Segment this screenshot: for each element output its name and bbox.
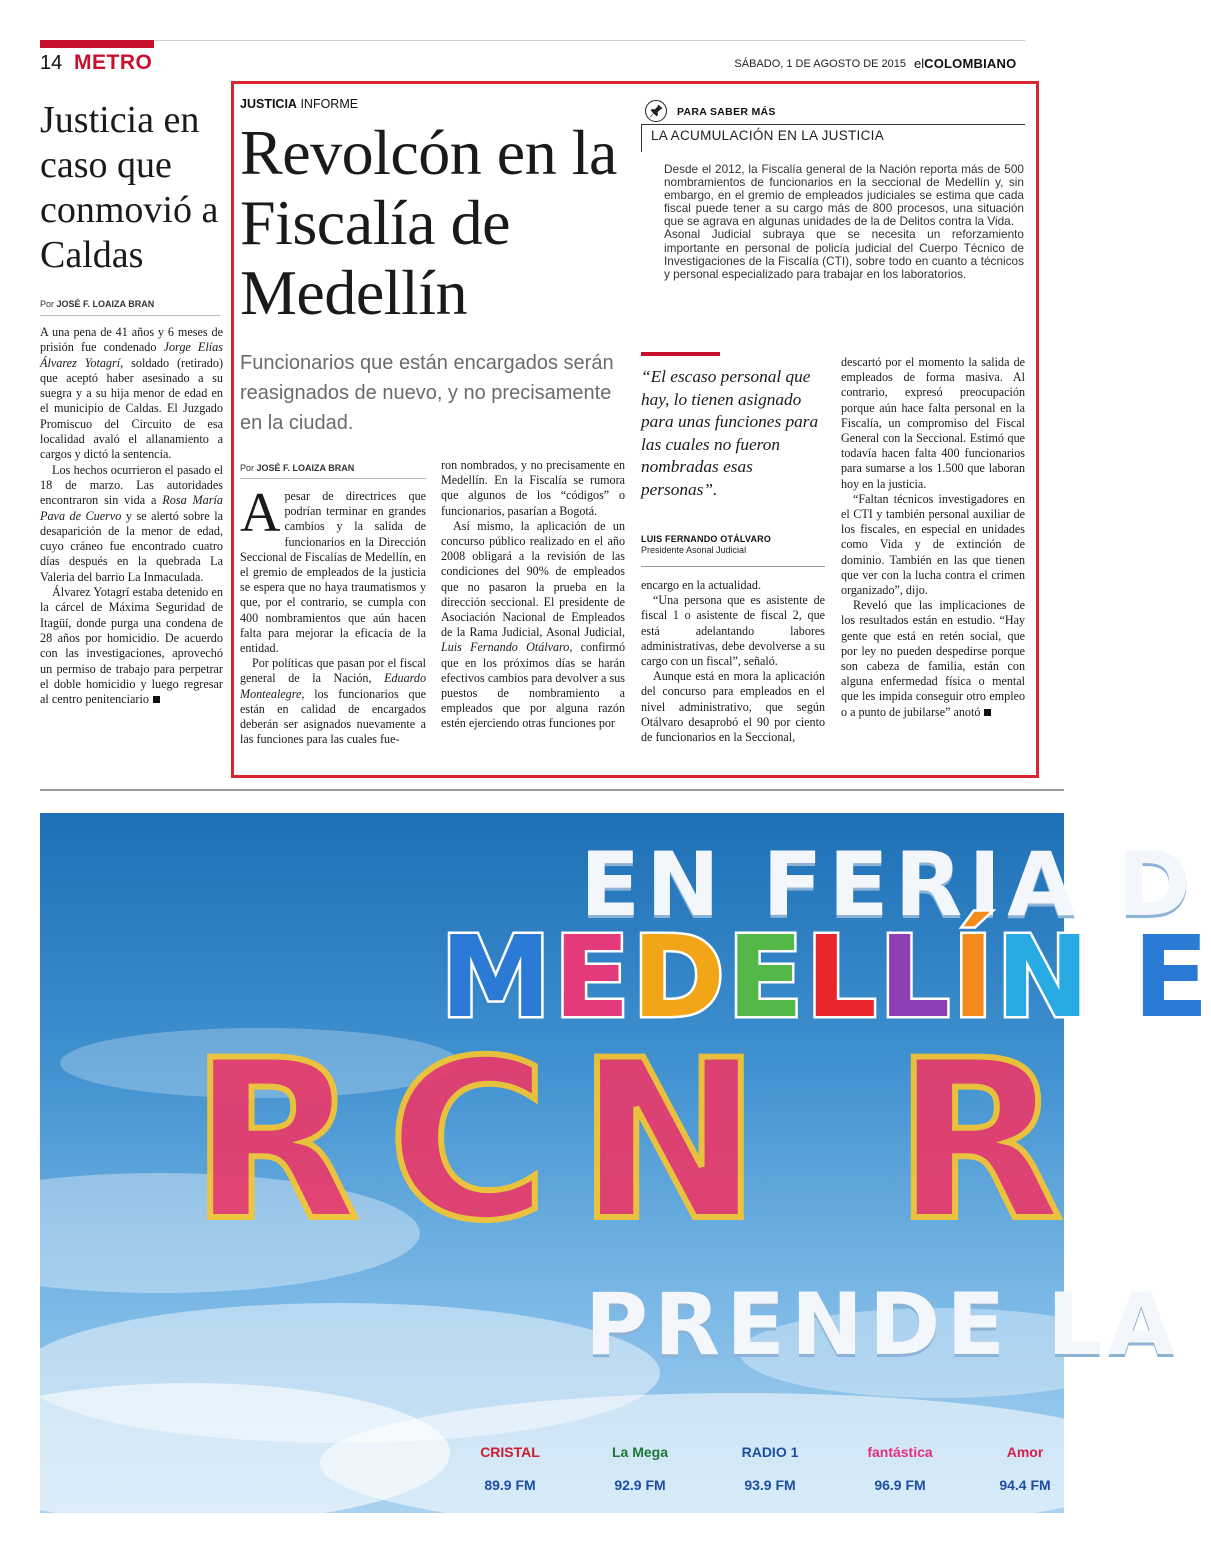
left-story-byline: Por JOSÉ F. LOAIZA BRAN [40, 299, 155, 309]
station-logo-text: RADIO 1 [741, 1444, 799, 1460]
ad-headline-line-1: EN FERIA D [580, 833, 1197, 936]
article-paragraph: Por políticas que pasan por el fiscal general de la Nación, Eduardo Montealegre, los funcionarios que están en calidad de encargados deberán ser asignados nuevamente a las funciones para las cuales fue- [240, 656, 426, 747]
story-deck: Funcionarios que están encargados serán reasignados de nuevo, y no precisamente en la ciudad. [240, 352, 614, 434]
left-paragraph-3: Álvarez Yotagrí estaba detenido en la cárcel de Máxima Seguridad de Itagüí, donde purga una condena de 28 años por homicidio. De acuerdo con las investigaciones, aprovechó un permiso de trabajo para perpetrar el doble homicidio y luego regresar al centro penitenciario [40, 585, 223, 707]
main-story-byline: Por JOSÉ F. LOAIZA BRAN [240, 463, 355, 473]
publication-date: SÁBADO, 1 DE AGOSTO DE 2015 [734, 58, 906, 70]
sidebar-paragraph: Asonal Judicial subraya que se necesita un reforzamiento importante en personal de policía judicial del Cuerpo Técnico de Investigaciones de la Fiscalía (CTI), sobre todo en cuanto a técnicos y personal especializado para trabajar en los laboratorios. [664, 227, 1024, 281]
article-column-3 [641, 578, 825, 745]
radio-station-logo [705, 1433, 835, 1493]
left-story-headline: Justicia en caso que conmovió a Caldas [40, 99, 219, 276]
section-color-bar [40, 40, 154, 48]
story-kicker: JUSTICIA INFORME [240, 97, 359, 111]
station-frequency: 92.9 FM [614, 1477, 666, 1493]
pull-quote-rule [641, 566, 825, 567]
station-logo-text: La Mega [611, 1444, 668, 1460]
ad-separator [40, 789, 1064, 791]
sidebar-rule [641, 124, 1025, 125]
pull-quote-rule [641, 352, 720, 356]
ad-letter: D [631, 913, 727, 1043]
station-logo-text: CRISTAL [480, 1444, 540, 1460]
pull-quote-text: “El escaso personal que hay, lo tienen asignado para unas funciones para las cuales no fueron nombradas esas personas”. [641, 367, 819, 499]
ad-letter: E [553, 913, 632, 1043]
left-story-body [40, 325, 223, 707]
station-frequency: 94.4 FM [999, 1477, 1051, 1493]
left-paragraph-1: A una pena de 41 años y 6 meses de prisión fue condenado Jorge Elías Álvarez Yotagrí, soldado (retirado) que aceptó haber asesinado a su suegra y a su hija menor de edad en el municipio de Caldas. El Juzgado Promiscuo del Circuito de esa localidad avaló el allanamiento a cargos y dictó la sentencia. [40, 325, 223, 462]
article-paragraph: “Una persona que es asistente de fiscal 1 o asistente de fiscal 2, que está adelantando labores administrativas, debe devolverse a su cargo con un fiscal”, señaló. [641, 593, 825, 669]
byline-rule [240, 478, 426, 479]
station-frequency: 93.9 FM [744, 1477, 796, 1493]
article-paragraph: descartó por el momento la salida de empleados de forma masiva. Al contrario, expresó preocupación porque aún hace falta personal en la Fiscalía, un compromiso del Fiscal General con la Seccional. Estimó que todavía hacen falta 400 funcionarios para sumarse a los 1.500 que laboran hoy en la justicia. [841, 355, 1025, 491]
sidebar-body [664, 163, 1024, 281]
pull-quote-attribution: LUIS FERNANDO OTÁLVARO [641, 534, 772, 544]
radio-station-logo [575, 1433, 705, 1493]
ad-letter [1092, 913, 1133, 1043]
article-paragraph: Así mismo, la aplicación de un concurso público realizado en el año 2008 obligará a la revisión de las condiciones del 90% de empleados que no pasaron la prueba en la dirección seccional. El presidente de Asociación Nacional de Empleados de la Rama Judicial, Asonal Judicial, Luis Fernando Otálvaro, confirmó que en los próximos días se harán efectivos cambios para devolver a sus puestos de nombramiento a empleados que por alguna razón estén ejerciendo otras funciones por [441, 518, 625, 731]
article-column-2 [441, 458, 625, 732]
end-of-story-mark [984, 709, 991, 716]
ad-letter: Í [952, 913, 996, 1043]
article-paragraph: encargo en la actualidad. [641, 578, 761, 592]
ad-letter: L [878, 913, 953, 1043]
left-paragraph-2: Los hechos ocurrieron el pasado el 18 de marzo. Las autoridades encontraron sin vida a Rosa María Pava de Cuervo y se alertó sobre la desaparición de la menor de edad, cuyo cráneo fue encontrado cuatro días después en la quebrada La Valeria del barrio La Inmaculada. [40, 462, 223, 584]
article-column-1 [240, 482, 426, 747]
section-name: METRO [74, 51, 153, 74]
station-logo-text: fantástica [867, 1444, 933, 1460]
masthead-prefix: el [914, 56, 925, 71]
sidebar-paragraph: Desde el 2012, la Fiscalía general de la Nación reporta más de 500 nombramientos de funcionarios en la seccional de Medellín y, sin embargo, en el gremio de empleados judiciales se estima que cada fiscal puede tener a su cargo más de 800 procesos, una situación que se agrava en algunas unidades de la de Delitos contra la Vida. [664, 162, 1024, 229]
advertisement [40, 813, 1211, 1513]
sidebar-rule [641, 124, 642, 152]
article-paragraph: Reveló que las implicaciones de los resultados están en estudio. “Hay gente que está en retén social, que por ley no pueden despedirse porque son cabeza de familia, están con alguna enfermedad física o mental que les impida conseguir otro empleo o a punto de jubilarse” anotó [841, 598, 1025, 719]
ad-letter: N [995, 913, 1092, 1043]
page-number: 14 [40, 52, 63, 74]
ad-flower-letters: RCN R [190, 1013, 1091, 1269]
article-paragraph: “Faltan técnicos investigadores en el CTI y también personal auxiliar de los fiscales, en especial en unidades como Vida y de extinción de dominio. También en las que tienen que ver con la lucha contra el crimen organizado”, dijo. [841, 491, 1025, 598]
pull-quote-role: Presidente Asonal Judicial [641, 545, 747, 555]
drop-cap: A [240, 482, 281, 544]
radio-station-logo [835, 1433, 965, 1493]
sidebar-label: PARA SABER MÁS [677, 106, 776, 118]
byline-rule [40, 315, 220, 316]
main-headline: Revolcón en la Fiscalía de Medellín [240, 117, 617, 328]
article-paragraph: Aunque está en mora la aplicación del concurso para empleados en el nivel administrativo, que según Otálvaro desaprobó el 90 por ciento de funcionarios en la Seccional, [641, 669, 825, 745]
ad-letter: M [440, 913, 554, 1043]
article-column-4 [841, 355, 1025, 720]
radio-station-logo [445, 1433, 575, 1493]
ad-letter: E [1132, 913, 1211, 1043]
pushpin-icon [645, 100, 667, 122]
article-paragraph: ron nombrados, y no precisamente en Medellín. En la Fiscalía se rumora que algunos de los “códigos” o funcionarios, pasarían a Bogotá. [441, 458, 625, 518]
masthead [914, 56, 1016, 71]
station-frequency: 96.9 FM [874, 1477, 926, 1493]
ad-letter: E [726, 913, 806, 1043]
station-frequency: 89.9 FM [484, 1477, 536, 1493]
header-rule [40, 40, 1025, 41]
sidebar-heading: LA ACUMULACIÓN EN LA JUSTICIA [651, 128, 885, 143]
masthead-brand: COLOMBIANO [924, 56, 1017, 71]
article-paragraph: Apesar de directrices que podrían terminar en grandes cambios y la salida de funcionarios en la Dirección Seccional de Fiscalías de Medellín, en el gremio de empleados de la justicia se espera que no haya traumatismos y que, por el contrario, se cumpla con 400 nombramientos que aún hacen falta para mejorar la eficacia de la entidad. [240, 482, 426, 656]
station-logo-text: Amor [1006, 1444, 1044, 1460]
end-of-story-mark [153, 696, 160, 703]
ad-letter: L [805, 913, 879, 1043]
ad-headline-line-4: PRENDE LA [585, 1275, 1181, 1375]
radio-station-logo [960, 1433, 1090, 1493]
